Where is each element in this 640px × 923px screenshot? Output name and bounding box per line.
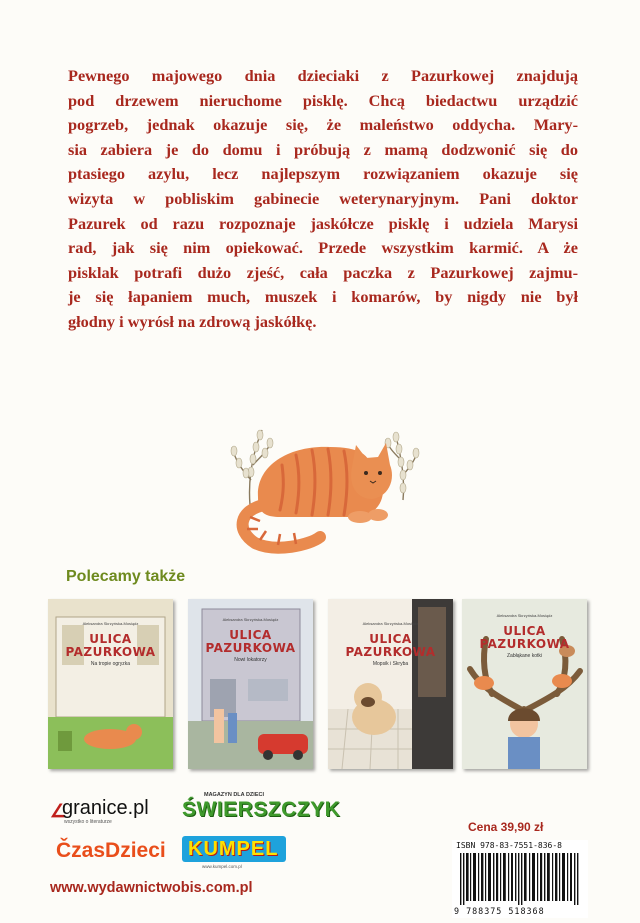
recommended-books — [48, 599, 588, 771]
granice-logo-text: granice.pl — [62, 797, 149, 819]
back-cover-blurb — [68, 64, 578, 335]
book-cover-1[interactable] — [48, 599, 173, 769]
price-label: Cena 39,90 zł — [468, 820, 544, 834]
book-subtitle: Na tropie ogryzka — [90, 661, 131, 667]
book-cover-4[interactable] — [462, 599, 587, 769]
book-title: PAZURKOWA — [205, 641, 296, 655]
blurb-line: Pewnego majowego dnia dzieciaki z Pazurkowej znajdują — [68, 66, 578, 85]
book-author: Aleksandra Skrzyńska-Mosiądz — [82, 621, 139, 626]
book-subtitle: Mopsik i Skryba — [372, 661, 409, 667]
granice-logo-tagline: wszystko o literaturze — [64, 819, 112, 825]
blurb-line: ptasiego azylu, lecz najlepszym rozwiązaniem okazuje się — [68, 164, 578, 184]
book-subtitle: Zabłąkane kotki — [506, 653, 543, 659]
kumpel-logo-url: www.kumpel.com.pl — [202, 864, 242, 869]
book-subtitle: Nowi lokatorzy — [234, 657, 267, 663]
swierszczyk-logo-text: ŚWIERSZCZYK — [182, 798, 341, 821]
isbn-label: ISBN 978-83-7551-836-8 — [456, 841, 562, 850]
book-title: PAZURKOWA — [65, 645, 156, 659]
blurb-line: pogrzeb, jednak okazuje się, że maleństwo oddycha. Mary- — [68, 115, 578, 135]
blurb-line: wizyta w pobliskim gabinecie weterynaryjnym. Pani doktor — [68, 188, 578, 208]
book-cover-2[interactable] — [188, 599, 313, 769]
book-author: Aleksandra Skrzyńska-Mosiądz — [222, 617, 279, 622]
blurb-line: pod drzewem nieruchome pisklę. Chcą biedactwu urządzić — [68, 90, 578, 110]
blurb-line: je się łapaniem much, muszek i komarów, by nigdy nie był — [68, 287, 578, 307]
blurb-line: Pazurek od razu rozpoznaje jaskółcze pisklę i udziela Marysi — [68, 213, 578, 233]
book-title: ULICA — [89, 632, 132, 646]
blurb-line: sia zabiera je do domu i próbują z mamą dodzwonić się do — [68, 139, 578, 159]
book-title: ULICA — [369, 632, 412, 646]
barcode-bars — [456, 853, 584, 905]
czasdzieci-logo[interactable] — [50, 839, 178, 867]
book-title: ULICA — [503, 624, 546, 638]
blurb-line: pisklak potrafi dużo zjeść, cała paczka z Pazurkowej zajmu- — [68, 262, 578, 282]
cat-illustration — [220, 425, 425, 555]
kumpel-logo-text: KUMPEL — [188, 838, 279, 860]
blurb-line: głodny i wyrósł na zdrową jaskółkę. — [68, 311, 317, 331]
book-author: Aleksandra Skrzyńska-Mosiądz — [496, 613, 553, 618]
recommend-heading: Polecamy także — [66, 568, 186, 585]
czasdzieci-logo-text: ČzasDzieci — [56, 839, 166, 862]
book-author: Aleksandra Skrzyńska-Mosiądz — [362, 621, 419, 626]
granice-mark-icon: ∠ — [50, 801, 67, 821]
isbn-digits: 9 788375 518368 — [454, 906, 545, 916]
book-cover-3[interactable] — [328, 599, 453, 769]
swierszczyk-tagline: MAGAZYN DLA DZIECI — [204, 792, 264, 798]
publisher-website-link[interactable]: www.wydawnictwobis.com.pl — [50, 880, 253, 896]
book-title: ULICA — [229, 628, 272, 642]
granice-logo[interactable] — [50, 797, 162, 827]
kumpel-logo[interactable] — [182, 836, 292, 872]
swierszczyk-logo[interactable] — [182, 792, 341, 828]
blurb-line: rad, jak się nim opiekować. Przede wszystkim karmić. A że — [68, 238, 578, 258]
isbn-barcode — [452, 840, 588, 918]
book-title: PAZURKOWA — [479, 637, 570, 651]
book-title: PAZURKOWA — [345, 645, 436, 659]
